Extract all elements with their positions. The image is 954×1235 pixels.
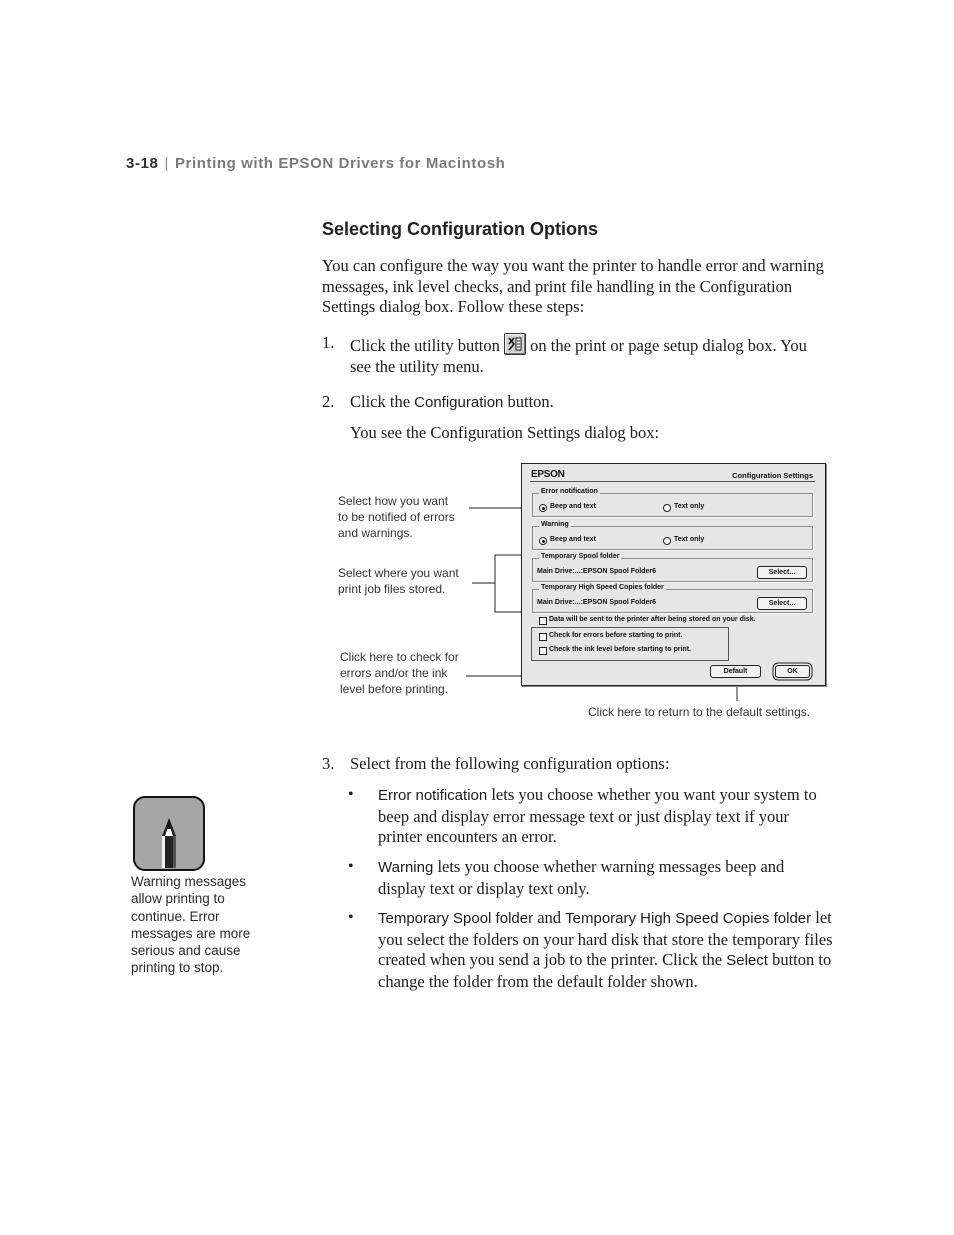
step-2-text-before: Click the <box>350 392 411 411</box>
dialog-title-rule <box>530 481 815 482</box>
chapter-title: Printing with EPSON Drivers for Macintosh <box>174 155 506 172</box>
intro-paragraph: You can configure the way you want the printer to handle error and warning messages, ink level checks, and print file handling in the Configuration Settings dialog box. Follow these steps: <box>322 256 824 316</box>
warning-text-only-radio[interactable] <box>663 537 671 545</box>
warning-beep-radio[interactable] <box>539 537 547 545</box>
default-button[interactable]: Default <box>710 665 761 678</box>
option-warning <box>348 857 832 899</box>
check-options-box <box>531 627 729 661</box>
callout-line: print job files stored. <box>338 582 446 596</box>
option-term: Temporary Spool folder <box>378 910 534 927</box>
spool-select-button[interactable]: Select... <box>757 566 807 579</box>
step-2-followup: You see the Configuration Settings dialog box: <box>350 423 660 442</box>
option-term: Error notification <box>378 787 488 804</box>
highspeed-select-button[interactable]: Select... <box>757 597 807 610</box>
error-text-only-radio[interactable] <box>663 504 671 512</box>
step-3-text: Select from the following configuration options: <box>350 754 670 773</box>
option-term: Warning <box>378 859 434 876</box>
step-2-text-after: button. <box>507 392 554 411</box>
error-notification-label: Error notification <box>541 488 598 495</box>
check-errors-label: Check for errors before starting to print. <box>549 632 683 639</box>
callout-line: and warnings. <box>338 526 413 540</box>
check-ink-label: Check the ink level before starting to print. <box>549 646 691 653</box>
margin-note-text: Warning messages allow printing to continue. Error messages are more serious and cause printing to stop. <box>131 874 251 976</box>
highspeed-folder-path: Main Drive:...:EPSON Spool Folder6 <box>537 599 657 606</box>
step-number: 1. <box>322 333 335 352</box>
option-joiner: and <box>537 908 562 927</box>
header-separator: | <box>164 155 169 172</box>
option-term-2: Temporary High Speed Copies folder <box>565 910 812 927</box>
bullet-icon: • <box>348 909 354 926</box>
callout-line: errors and/or the ink <box>340 666 448 680</box>
step-number: 3. <box>322 754 335 773</box>
spool-folder-path: Main Drive:...:EPSON Spool Folder6 <box>537 568 657 575</box>
highspeed-folder-label: Temporary High Speed Copies folder <box>541 584 664 591</box>
option-text: lets you choose whether warning messages beep and display text or display text only. <box>378 857 785 898</box>
highspeed-folder-group <box>532 584 813 613</box>
epson-logo: EPSON <box>531 469 565 480</box>
callout-line: to be notified of errors <box>338 510 455 524</box>
step-3 <box>322 754 832 776</box>
error-text-only-label: Text only <box>674 503 705 510</box>
warning-group <box>532 521 813 550</box>
step-1-text-after: on the print or page setup dialog box. You see the utility menu. <box>350 336 807 376</box>
store-on-disk-checkbox[interactable] <box>539 617 547 625</box>
option-text: lets you choose whether you want your system to beep and display error message text or just display text if your printer encounters an error. <box>378 785 817 846</box>
section-title: Selecting Configuration Options <box>322 219 598 239</box>
warning-label: Warning <box>541 521 569 528</box>
check-errors-checkbox[interactable] <box>539 633 547 641</box>
spool-folder-label: Temporary Spool folder <box>541 553 620 560</box>
option-folders <box>348 908 832 992</box>
pencil-note-icon <box>133 796 205 871</box>
warning-text-only-label: Text only <box>674 536 705 543</box>
option-text: let you select the folders on your hard disk that store the temporary files created when you send a job to the printer. Click the <box>378 908 833 969</box>
error-beep-radio[interactable] <box>539 504 547 512</box>
check-ink-checkbox[interactable] <box>539 647 547 655</box>
callout-line: Select where you want <box>338 566 459 580</box>
callout-line: Select how you want <box>338 494 449 508</box>
callout-default: Click here to return to the default settings. <box>588 705 811 719</box>
bullet-icon: • <box>348 858 354 875</box>
select-term: Select <box>726 952 768 969</box>
configuration-settings-dialog <box>521 463 826 686</box>
error-notification-group <box>532 488 813 517</box>
callout-line: level before printing. <box>340 682 449 696</box>
step-1-text-before: Click the utility button <box>350 336 500 355</box>
store-on-disk-label: Data will be sent to the printer after being stored on your disk. <box>549 616 756 623</box>
callout-line: Click here to check for <box>340 650 459 664</box>
step-number: 2. <box>322 392 335 411</box>
configuration-term: Configuration <box>414 394 504 411</box>
ok-button[interactable]: OK <box>775 665 810 678</box>
option-error-notification <box>348 785 832 847</box>
bullet-icon: • <box>348 786 354 803</box>
error-beep-label: Beep and text <box>550 503 596 510</box>
spool-folder-group <box>532 553 813 582</box>
dialog-title: Configuration Settings <box>732 471 813 480</box>
option-text-2: button to change the folder from the default folder shown. <box>378 950 832 991</box>
page-number: 3-18 <box>126 155 159 172</box>
warning-beep-label: Beep and text <box>550 536 596 543</box>
